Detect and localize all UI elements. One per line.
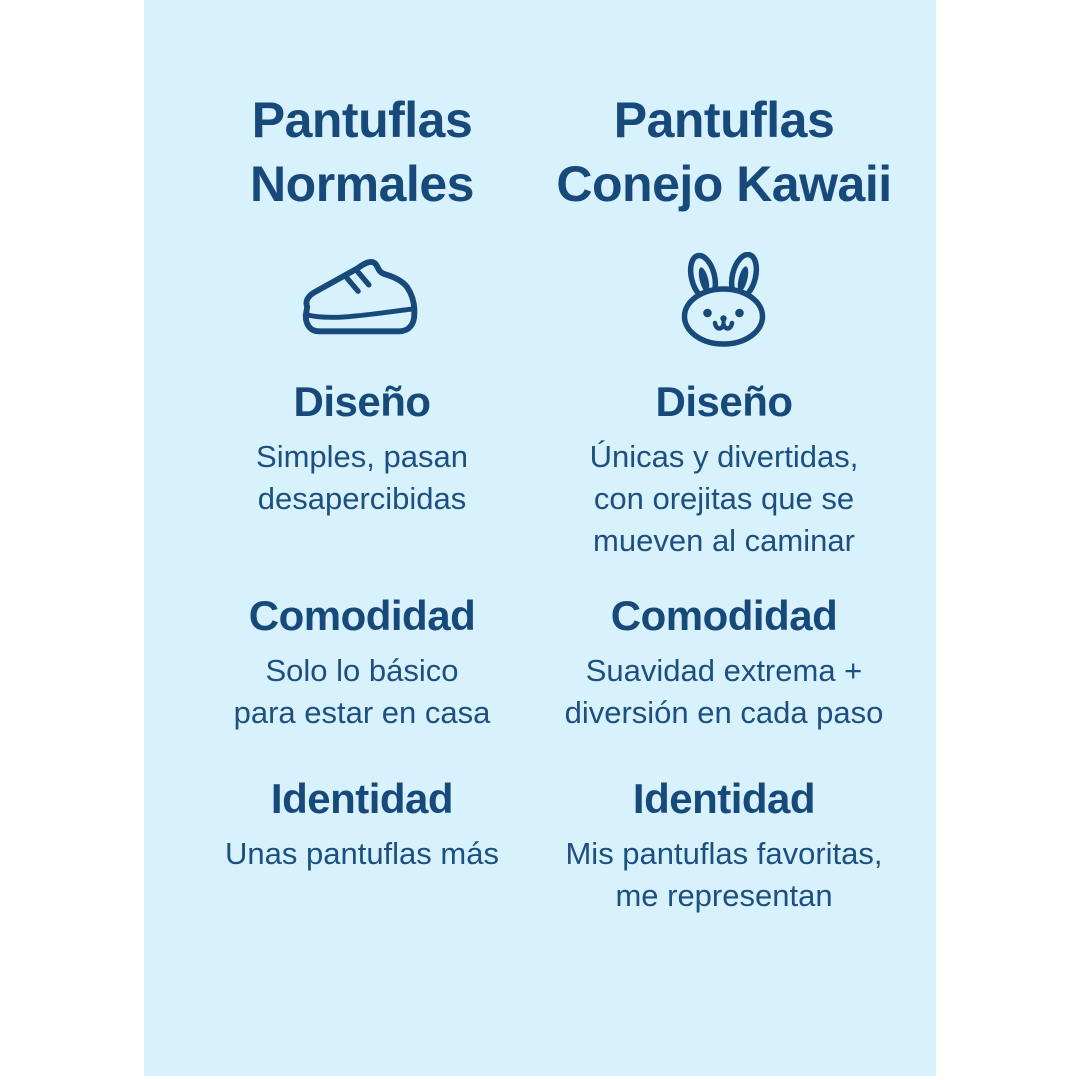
right-title-line-2: Conejo Kawaii <box>556 156 892 212</box>
section-body <box>526 833 922 917</box>
section-body <box>164 436 560 520</box>
sneaker-icon <box>297 255 427 345</box>
section-heading: Identidad <box>632 775 816 822</box>
body-line: Mis pantuflas favoritas, <box>565 836 883 871</box>
body-line: desapercibidas <box>257 481 467 516</box>
section-body <box>526 436 922 562</box>
left-icon-cell <box>164 254 560 346</box>
right-icon-cell <box>526 254 922 346</box>
right-section-comodidad <box>526 590 922 734</box>
section-body <box>164 650 560 734</box>
body-line: Simples, pasan <box>256 439 468 474</box>
left-title-line-1: Pantuflas <box>251 92 473 148</box>
left-section-identidad <box>164 773 560 917</box>
section-heading: Comodidad <box>248 592 476 639</box>
left-section-comodidad <box>164 590 560 734</box>
body-line: con orejitas que se <box>593 481 855 516</box>
section-body <box>526 650 922 734</box>
section-heading: Identidad <box>270 775 454 822</box>
body-line: diversión en cada paso <box>564 695 884 730</box>
body-line: para estar en casa <box>233 695 491 730</box>
body-line: Únicas y divertidas, <box>589 439 859 474</box>
section-heading: Diseño <box>655 378 793 425</box>
right-section-diseno <box>526 376 922 562</box>
body-line: Suavidad extrema + <box>585 653 863 688</box>
right-section-identidad <box>526 773 922 917</box>
rabbit-icon <box>678 252 770 348</box>
section-body <box>164 833 560 875</box>
section-heading: Comodidad <box>610 592 838 639</box>
left-section-diseno <box>164 376 560 562</box>
right-title-line-1: Pantuflas <box>613 92 835 148</box>
comparison-panel <box>144 0 936 1076</box>
section-heading: Diseño <box>293 378 431 425</box>
body-line: Unas pantuflas más <box>225 836 499 871</box>
left-column-title <box>164 88 560 216</box>
body-line: mueven al caminar <box>593 523 855 558</box>
left-title-line-2: Normales <box>250 156 474 212</box>
body-line: Solo lo básico <box>265 653 459 688</box>
body-line: me representan <box>615 878 833 913</box>
right-column-title <box>526 88 922 216</box>
